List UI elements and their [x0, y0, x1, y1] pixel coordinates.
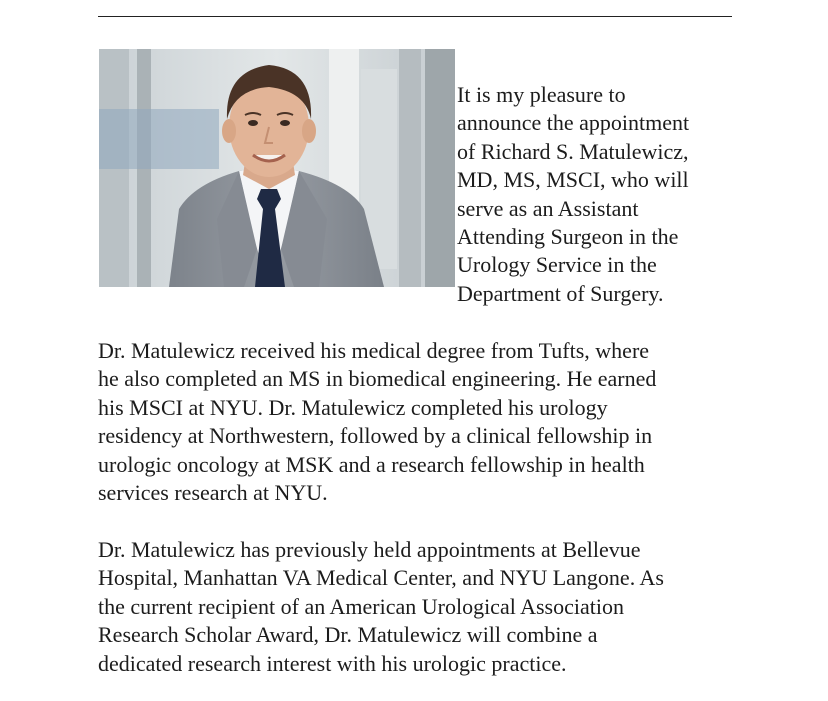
- intro-line: It is my pleasure to: [457, 82, 626, 107]
- intro-line: announce the appointment: [457, 110, 690, 136]
- intro-line: Attending Surgeon in the: [457, 224, 679, 250]
- headshot-photo: [99, 49, 455, 287]
- top-divider: [98, 16, 732, 17]
- education-line: urologic oncology at MSK and a research fellowship in health: [98, 451, 645, 477]
- education-line: Dr. Matulewicz received his medical degree from Tufts, where: [98, 338, 650, 363]
- appointments-line: the current recipient of an American Urological Association: [98, 593, 624, 619]
- intro-line: Urology Service in the: [457, 252, 657, 278]
- appointments-line: Hospital, Manhattan VA Medical Center, and NYU Langone. As: [98, 565, 664, 591]
- intro-line: MD, MS, MSCI, who will: [457, 167, 689, 193]
- education-line: he also completed an MS in biomedical engineering. He earned: [98, 366, 657, 392]
- intro-line: Department of Surgery.: [457, 280, 664, 306]
- appointments-line: Dr. Matulewicz has previously held appointments at Bellevue: [98, 537, 641, 562]
- intro-line: of Richard S. Matulewicz,: [457, 138, 689, 164]
- education-line: his MSCI at NYU. Dr. Matulewicz completed his urology: [98, 394, 608, 420]
- appointments-line: Research Scholar Award, Dr. Matulewicz will combine a: [98, 622, 598, 648]
- appointments-paragraph: [98, 536, 748, 678]
- intro-paragraph: [457, 81, 757, 308]
- education-line: residency at Northwestern, followed by a clinical fellowship in: [98, 423, 653, 449]
- appointments-line: dedicated research interest with his urologic practice.: [98, 650, 567, 676]
- headshot-illustration: [99, 49, 455, 287]
- intro-line: serve as an Assistant: [457, 195, 639, 221]
- education-paragraph: [98, 337, 748, 507]
- education-line: services research at NYU.: [98, 480, 328, 506]
